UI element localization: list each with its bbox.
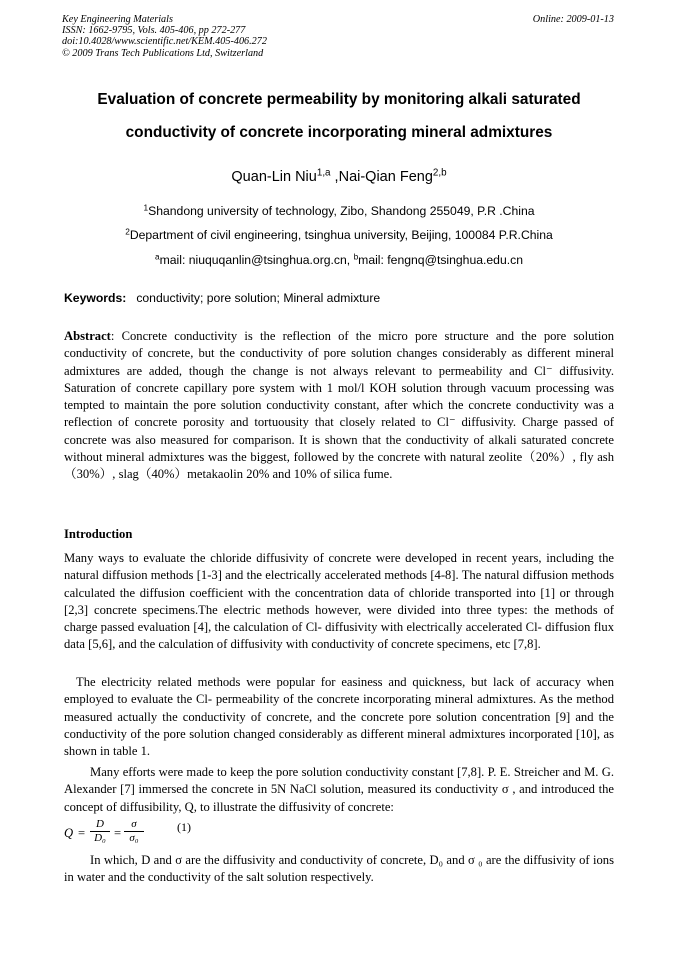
author-emails xyxy=(62,253,616,267)
doi-line: doi:10.4028/www.scientific.net/KEM.405-406.272 xyxy=(62,36,267,48)
abstract-text: : Concrete conductivity is the reflection of the micro pore structure and the pore solution conductivity of concrete, but the conductivity of pore solution changes considerably as different mineral admixtures are added, though the change is not always relevant to permeability and Cl⁻ diffusivity. Saturation of concrete capillary pore system with 1 mol/l KOH solution through vacuum processing was tempted to maintain the pore solution conductivity constant, after which the concrete conductivity was a reflection of concrete porosity and tortuousity that closely related to Cl⁻ diffusivity. Charge passed of concrete was also measured for comparison. It is shown that the conductivity of alkali saturated concrete without mineral admixtures was the biggest, followed by the concrete with natural zeolite（20%）, fly ash（30%）, slag（40%）metakaolin 20% and 10% of silica fume. xyxy=(64,329,614,482)
journal-name: Key Engineering Materials xyxy=(62,14,173,25)
email-marker: b xyxy=(353,251,359,262)
equation-1 xyxy=(64,816,364,850)
equation-lhs: Q xyxy=(64,826,74,840)
affiliation-marker: 1 xyxy=(143,202,149,213)
author-name: Quan-Lin Niu xyxy=(231,169,317,185)
email-marker: a xyxy=(155,251,160,262)
intro-paragraph-3: Many efforts were made to keep the pore solution conductivity constant [7,8]. P. E. Streicher and M. G. Alexander [7] immersed the concrete in 5N NaCl solution, measured its conductivity σ , and introduced the concept of diffusibility, Q, to illustrate the diffusivity of concrete: xyxy=(64,765,614,814)
email-text: mail: niuquqanlin@tsinghua.org.cn, xyxy=(159,253,354,267)
affiliation-2 xyxy=(62,228,616,242)
keywords-text: conductivity; pore solution; Mineral admixture xyxy=(136,291,381,305)
fraction-denominator: σ₀ xyxy=(129,832,139,844)
fraction-denominator: D₀ xyxy=(94,832,106,844)
affiliation-text: Department of civil engineering, tsinghua university, Beijing, 100084 P.R.China xyxy=(129,228,553,242)
abstract xyxy=(64,328,614,484)
intro-paragraph-1: Many ways to evaluate the chloride diffusivity of concrete were developed in recent years, including the natural diffusion methods [1-3] and the electrically accelerated methods [4-8]. The natural diffusion methods calculated the diffusion coefficient with the concentration data of chloride transported into [1] or through [2,3] concrete specimens.The electric methods however, were divided into three types: the methods of charge passed evaluation [4], the calculation of Cl- diffusivity with electrically accelerated Cl- diffusion flux data [5,6], and the calculation of diffusivity with conductivity of concrete specimens, etc [7,8]. xyxy=(64,551,614,652)
affiliation-1 xyxy=(62,204,616,218)
equation-number: (1) xyxy=(177,820,191,834)
section-heading-introduction: Introduction xyxy=(64,527,133,541)
equals-sign: = xyxy=(78,826,86,840)
journal-header xyxy=(62,14,267,59)
paper-title-line-1: Evaluation of concrete permeability by monitoring alkali saturated xyxy=(97,91,581,108)
intro-paragraph-4: In which, D and σ are the diffusivity and conductivity of concrete, D₀ and σ ₀ are the diffusivity of ions in water and the conductivity of the salt solution respectively. xyxy=(64,853,614,885)
affiliation-text: Shandong university of technology, Zibo, Shandong 255049, P.R .China xyxy=(148,204,535,218)
online-date: Online: 2009-01-13 xyxy=(532,14,614,25)
equals-sign: = xyxy=(114,826,122,840)
copyright-line: © 2009 Trans Tech Publications Ltd, Switzerland xyxy=(62,47,264,59)
author-separator: , xyxy=(330,169,339,185)
intro-paragraph-2: The electricity related methods were popular for easiness and quickness, but lack of accuracy when employed to evaluate the Cl- permeability of the concrete incorporating mineral admixtures. As the method measured actually the conductivity of concrete, and the concrete pore solution concentration [9] and the conductivity of the pore solution changed considerably as different mineral admixtures incorporated [10], as shown in table 1. xyxy=(64,675,614,759)
affiliation-marker: 2 xyxy=(125,226,130,237)
keywords xyxy=(64,291,380,305)
abstract-label: Abstract xyxy=(64,329,111,343)
author-name: Nai-Qian Feng xyxy=(338,169,433,185)
fraction-conductivity xyxy=(124,818,144,845)
fraction-numerator: D xyxy=(90,818,110,832)
issn-line: ISSN: 1662-9795, Vols. 405-406, pp 272-277 xyxy=(62,25,246,37)
author-affiliation-marker: 2,b xyxy=(432,167,447,179)
fraction-diffusivity xyxy=(90,818,110,845)
email-text: mail: fengnq@tsinghua.edu.cn xyxy=(358,253,523,267)
keywords-label: Keywords: xyxy=(64,291,127,305)
author-list xyxy=(62,169,616,185)
paper-title-line-2: conductivity of concrete incorporating mineral admixtures xyxy=(125,124,553,141)
fraction-numerator: σ xyxy=(124,818,144,832)
author-affiliation-marker: 1,a xyxy=(316,167,331,179)
